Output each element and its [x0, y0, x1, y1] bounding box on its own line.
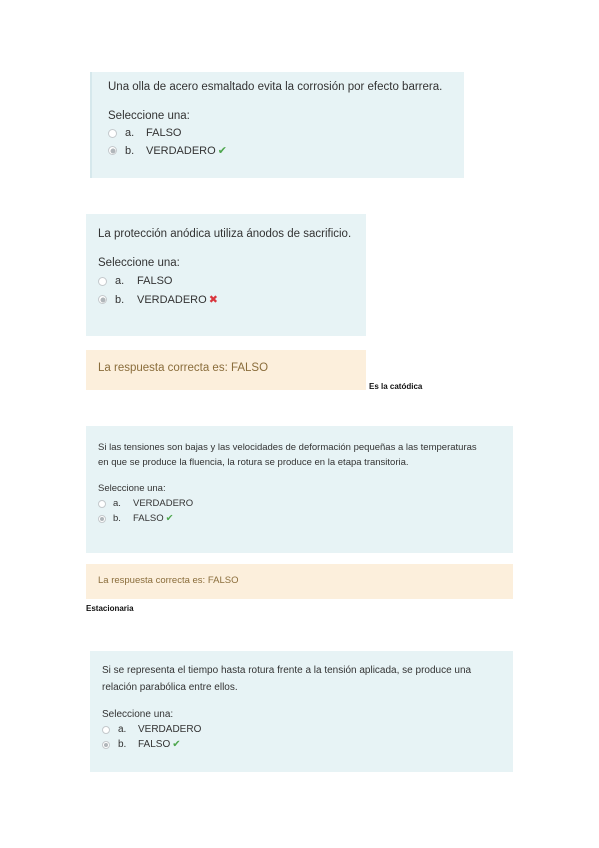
question-3-option-b[interactable]: [98, 513, 513, 524]
radio-button[interactable]: [102, 726, 110, 734]
question-1-option-b[interactable]: [108, 144, 464, 157]
question-4-option-b[interactable]: [102, 739, 513, 750]
question-3-card: [86, 426, 513, 553]
question-1-prompt: Seleccione una:: [108, 110, 190, 122]
question-3-prompt: Seleccione una:: [98, 483, 166, 494]
question-4-text: [102, 662, 513, 696]
check-icon: ✔: [172, 739, 181, 750]
radio-button[interactable]: [98, 277, 107, 286]
cross-icon: ✖: [208, 294, 218, 306]
question-2-option-b[interactable]: [98, 293, 366, 306]
question-2-note: Es la catódica: [369, 382, 423, 391]
question-2-option-a[interactable]: [98, 275, 366, 287]
question-3-text-line-1: Si las tensiones son bajas y las velocidades de deformación pequeñas a las temperaturas: [98, 442, 477, 453]
option-label: VERDADERO: [146, 144, 216, 157]
question-4-card: [90, 651, 513, 772]
radio-button[interactable]: [98, 500, 106, 508]
option-label: FALSO: [137, 275, 173, 287]
radio-button-selected[interactable]: [108, 146, 117, 155]
question-1-text: Una olla de acero esmaltado evita la corrosión por efecto barrera.: [108, 81, 443, 93]
check-icon: ✔: [165, 513, 174, 524]
option-label: VERDADERO: [138, 724, 202, 735]
question-3-option-a[interactable]: [98, 498, 513, 509]
option-letter: a.: [113, 498, 121, 509]
option-letter: b.: [113, 513, 121, 524]
option-label: VERDADERO: [133, 498, 194, 509]
question-2-card: [86, 214, 366, 336]
question-3-feedback: La respuesta correcta es: FALSO: [86, 564, 513, 599]
question-4-prompt: Seleccione una:: [102, 709, 174, 720]
option-letter: b.: [115, 293, 125, 306]
question-4-text-line-1: Si se representa el tiempo hasta rotura frente a la tensión aplicada, se produce una: [102, 665, 472, 676]
question-1-card: [90, 72, 464, 178]
question-3-note: Estacionaria: [86, 604, 134, 613]
question-2-text: La protección anódica utiliza ánodos de sacrificio.: [98, 228, 352, 240]
option-label: FALSO: [146, 127, 182, 139]
question-3-text: [98, 440, 513, 470]
question-1-option-a[interactable]: [108, 127, 464, 139]
question-2-prompt: Seleccione una:: [98, 257, 180, 269]
check-icon: ✔: [217, 145, 227, 157]
option-letter: b.: [118, 739, 127, 750]
question-4-text-line-2: relación parabólica entre ellos.: [102, 682, 238, 693]
radio-button-selected[interactable]: [98, 295, 107, 304]
option-label: FALSO: [138, 739, 171, 750]
option-letter: a.: [125, 127, 135, 139]
question-4-option-a[interactable]: [102, 724, 513, 735]
question-2-feedback: La respuesta correcta es: FALSO: [86, 350, 366, 390]
option-letter: a.: [115, 275, 125, 287]
option-label: FALSO: [133, 513, 164, 524]
option-letter: a.: [118, 724, 127, 735]
option-letter: b.: [125, 144, 135, 157]
option-label: VERDADERO: [137, 293, 207, 306]
question-3-text-line-2: en que se produce la fluencia, la rotura se produce en la etapa transitoria.: [98, 457, 409, 468]
radio-button[interactable]: [108, 129, 117, 138]
radio-button-selected[interactable]: [98, 515, 106, 523]
radio-button-selected[interactable]: [102, 741, 110, 749]
